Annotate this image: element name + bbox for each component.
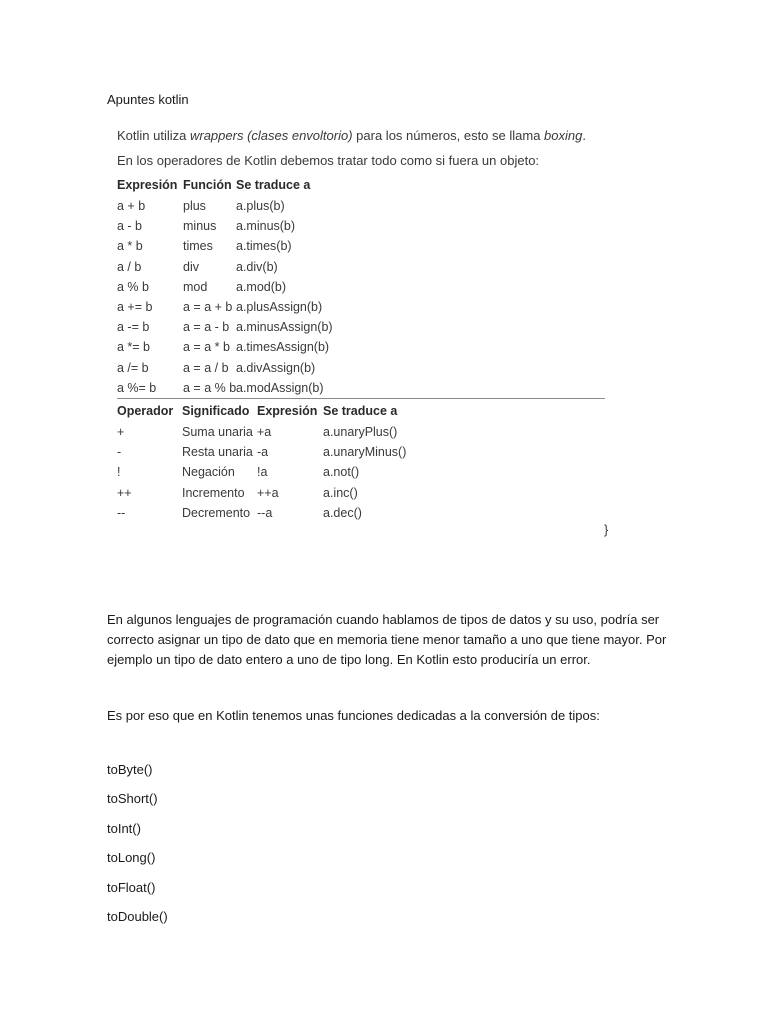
table-cell: a.plus(b) [236, 199, 285, 213]
table-cell: minus [183, 219, 217, 234]
page-title: Apuntes kotlin [107, 92, 189, 107]
intro-text-wrappers: wrappers (clases envoltorio) [189, 128, 353, 143]
table-cell: a %= b [117, 380, 157, 395]
table-cell: a.unaryMinus() [323, 445, 407, 460]
table-cell: mod [183, 279, 208, 294]
table2-header-cell: Operador [117, 404, 174, 418]
table-cell: --a [257, 505, 273, 520]
table-cell: a / b [117, 259, 142, 274]
intro-text-e: . [582, 128, 586, 143]
table-cell: a.modAssign(b) [236, 380, 324, 395]
table-cell: a + b [117, 199, 146, 213]
table-cell: a.plusAssign(b) [236, 300, 323, 314]
table-cell: Incremento [182, 485, 245, 500]
table2-header-cell: Se traduce a [323, 404, 398, 418]
table-cell: a.minus(b) [236, 219, 296, 234]
table-cell: plus [183, 199, 206, 213]
table-cell: a = a % b [183, 380, 237, 395]
table-cell: a.times(b) [236, 239, 292, 254]
table-cell: Negación [182, 465, 235, 480]
table2-header-cell: Significado [182, 404, 250, 418]
table-cell: a -= b [117, 320, 150, 335]
table-cell: a = a + b [183, 300, 233, 314]
table-cell: a.dec() [323, 505, 362, 520]
table-cell: -- [117, 505, 126, 520]
table-cell: a.timesAssign(b) [236, 340, 330, 355]
paragraph-conversion-functions: Es por eso que en Kotlin tenemos unas funciones dedicadas a la conversión de tipos: [107, 708, 600, 723]
table-cell: a = a / b [183, 360, 229, 375]
table-cell: a += b [117, 300, 153, 314]
table1-header-cell: Se traduce a [236, 178, 311, 192]
intro-text-a: Kotlin utiliza [117, 128, 190, 143]
conversion-function-item: toInt() [107, 820, 141, 836]
table-cell: -a [257, 445, 269, 460]
table-cell: a % b [117, 279, 149, 294]
table-cell: - [117, 445, 122, 460]
table-cell: + [117, 425, 125, 439]
table-cell: a /= b [117, 360, 149, 375]
table-cell: times [183, 239, 213, 254]
table2-header-cell: Expresión [257, 404, 318, 418]
table-cell: !a [257, 465, 268, 480]
table-cell: a.div(b) [236, 259, 278, 274]
table-cell: Decremento [182, 505, 251, 520]
table-cell: ! [117, 465, 121, 480]
table-cell: a * b [117, 239, 143, 254]
figure-operators-line: En los operadores de Kotlin debemos tratar todo como si fuera un objeto: [117, 153, 540, 168]
conversion-function-item: toByte() [107, 762, 153, 777]
conversion-function-item: toDouble() [107, 909, 168, 924]
table-cell: a.minusAssign(b) [236, 320, 333, 335]
table-cell: ++a [257, 485, 279, 500]
table1-header-cell: Expresión [117, 178, 178, 192]
table-cell: a.unaryPlus() [323, 425, 398, 439]
table-cell: Resta unaria [182, 445, 253, 460]
conversion-function-item: toFloat() [107, 879, 156, 895]
table-cell: +a [257, 425, 272, 439]
closing-brace: } [604, 522, 609, 537]
table-cell: a.not() [323, 465, 360, 480]
table-cell: Suma unaria [182, 425, 253, 439]
table-cell: a *= b [117, 340, 151, 355]
table-cell: ++ [117, 485, 132, 500]
table-cell: a.divAssign(b) [236, 360, 316, 375]
divider [117, 398, 605, 399]
table-cell: a = a - b [183, 320, 230, 335]
conversion-function-item: toLong() [107, 850, 156, 866]
table-cell: a = a * b [183, 340, 230, 355]
conversion-function-item: toShort() [107, 791, 158, 807]
figure-intro-line [117, 128, 586, 143]
table-cell: a.mod(b) [236, 279, 287, 294]
table-cell: div [183, 259, 199, 274]
intro-text-c: para los números, esto se llama [352, 128, 545, 143]
table-cell: a.inc() [323, 485, 358, 500]
table-cell: a - b [117, 219, 143, 234]
paragraph-conversion-intro: En algunos lenguajes de programación cuando hablamos de tipos de datos y su uso, podría ser correcto asignar un tipo de dato que en memoria tiene menor tamaño a uno que tiene mayor. Por ejemplo un tipo de dato entero a uno de tipo long. En Kotlin esto produciría un error. [107, 612, 667, 667]
intro-text-boxing: boxing [544, 128, 583, 143]
table1-header-cell: Función [183, 178, 232, 192]
